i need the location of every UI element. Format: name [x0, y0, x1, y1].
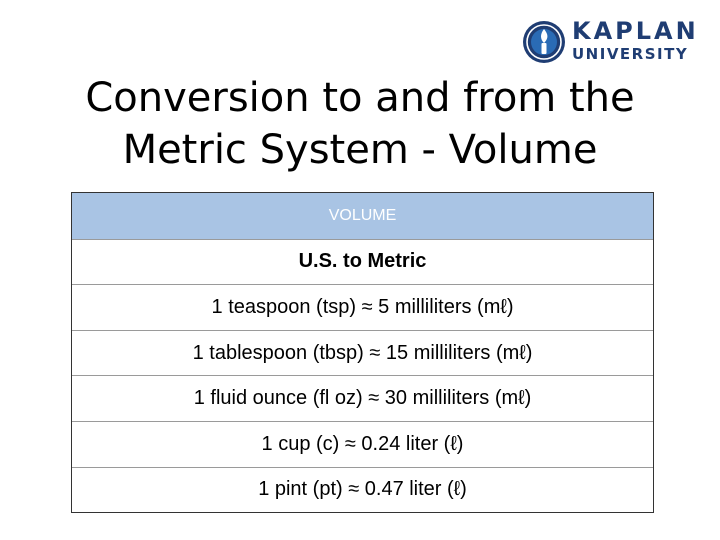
slide-title [40, 72, 680, 176]
title-line-2: Metric System - Volume [122, 127, 598, 173]
table-row: 1 fluid ounce (fl oz) ≈ 30 milliliters (mℓ) [72, 375, 653, 421]
table-row: 1 tablespoon (tbsp) ≈ 15 milliliters (mℓ) [72, 330, 653, 376]
table-subheader: U.S. to Metric [72, 239, 653, 285]
conversion-table [71, 192, 654, 513]
table-row: 1 teaspoon (tsp) ≈ 5 milliliters (mℓ) [72, 284, 653, 330]
table-row: 1 pint (pt) ≈ 0.47 liter (ℓ) [72, 467, 653, 513]
table-row: 1 cup (c) ≈ 0.24 liter (ℓ) [72, 421, 653, 467]
logo-subname: UNIVERSITY [572, 45, 689, 63]
title-line-1: Conversion to and from the [85, 75, 635, 121]
torch-icon [522, 20, 566, 64]
table-header: VOLUME [72, 193, 653, 239]
logo-name: KAPLAN [572, 17, 699, 45]
kaplan-logo [522, 14, 712, 70]
